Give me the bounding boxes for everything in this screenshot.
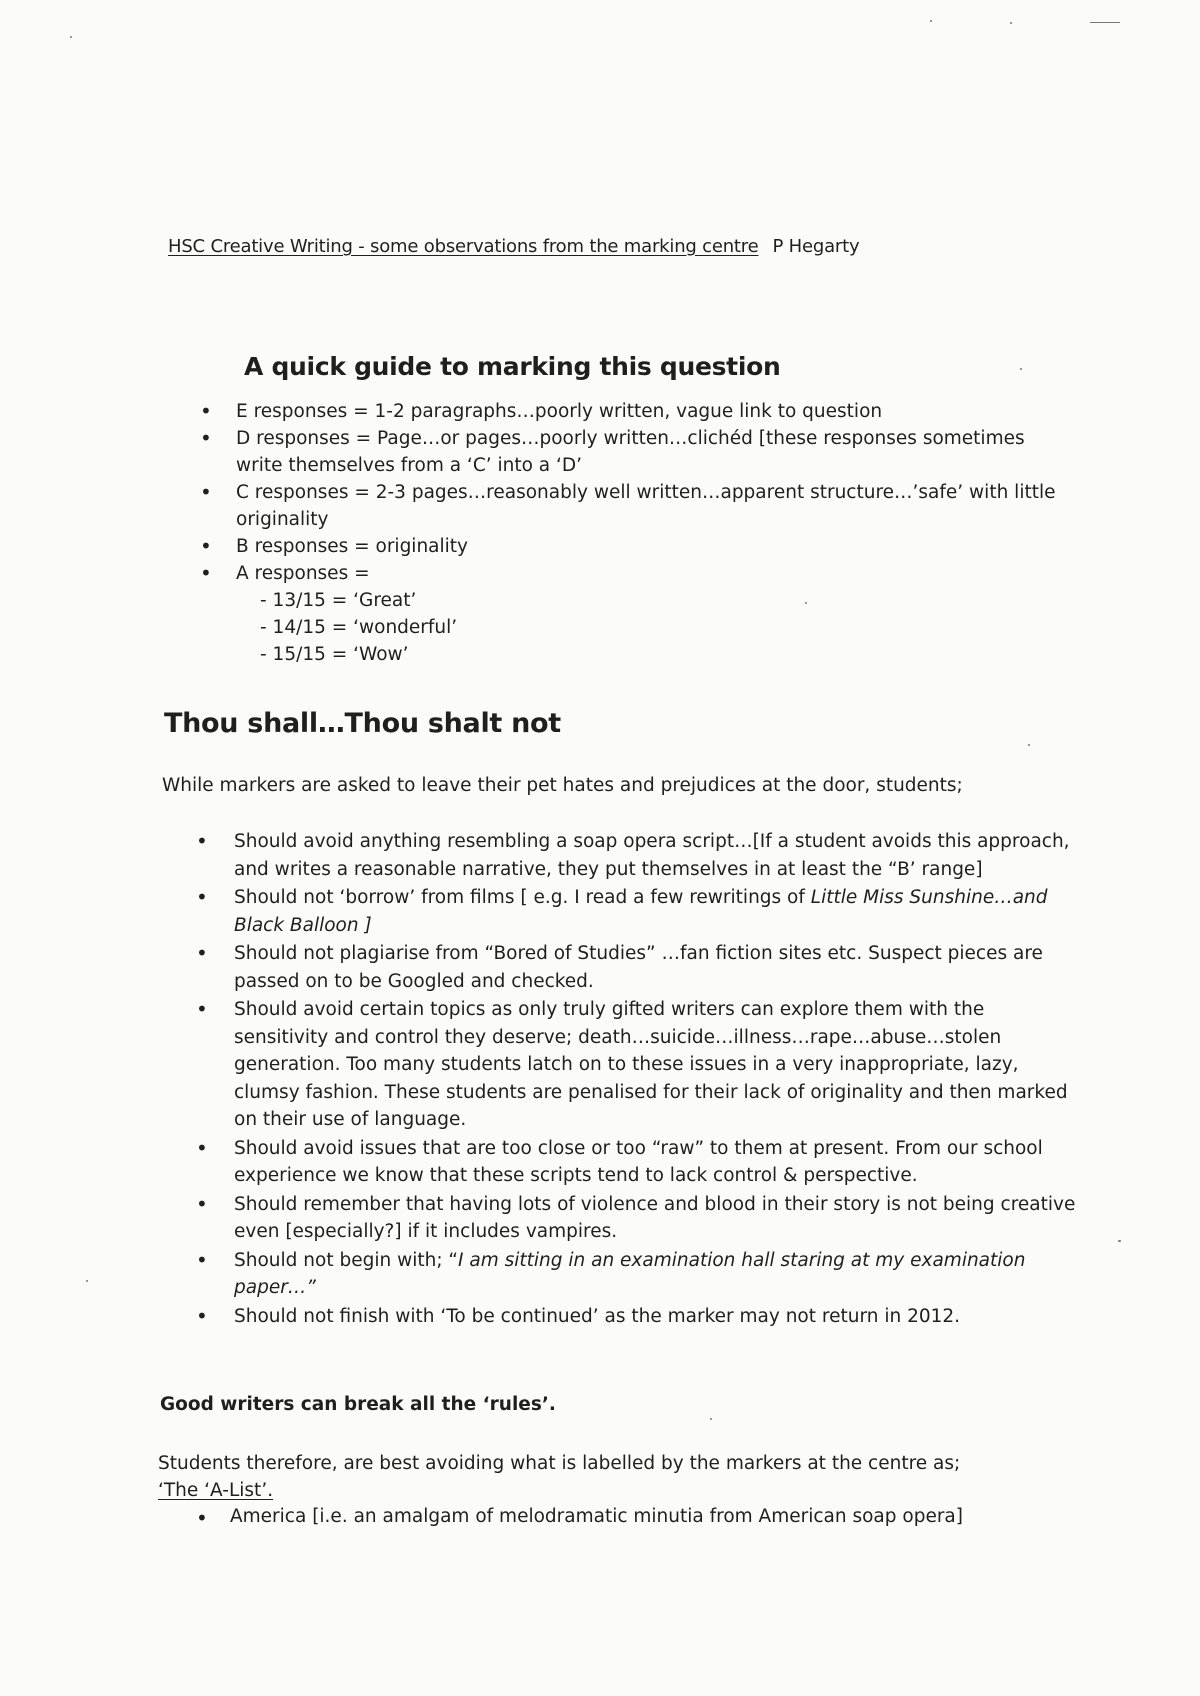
scan-speck <box>86 1280 88 1282</box>
marking-guide-heading: A quick guide to marking this question <box>244 352 781 381</box>
list-item <box>200 560 1070 668</box>
opening-quote: I am sitting in an examination hall staring at my examination paper…” <box>234 1249 1026 1298</box>
list-item: • E responses = 1-2 paragraphs…poorly written, vague link to question <box>200 398 1070 425</box>
scan-speck <box>70 36 72 38</box>
scan-speck <box>930 20 932 22</box>
film-titles: Little Miss Sunshine…and Black Balloon ] <box>234 887 1048 936</box>
scan-speck <box>1020 368 1022 370</box>
document-author: P Hegarty <box>772 236 860 257</box>
rules-intro: While markers are asked to leave their pet hates and prejudices at the door, students; <box>162 775 963 796</box>
list-item: • Should not finish with ‘To be continued’ as the marker may not return in 2012. <box>196 1303 1076 1331</box>
list-item: • D responses = Page…or pages…poorly written…clichéd [these responses sometimes write themselves from a ‘C’ into a ‘D’ <box>200 425 1070 479</box>
students-text: Students therefore, are best avoiding what is labelled by the markers at the centre as; <box>158 1453 961 1474</box>
a-list <box>196 1506 963 1527</box>
document-header <box>168 236 859 257</box>
marking-guide-list <box>200 398 1070 668</box>
scan-speck <box>1090 22 1120 23</box>
list-item: • Should remember that having lots of violence and blood in their story is not being creative even [especially?] if it includes vampires. <box>196 1191 1076 1246</box>
list-item-text: Should not ‘borrow’ from films [ e.g. I read a few rewritings of <box>234 887 811 908</box>
list-item: • America [i.e. an amalgam of melodramatic minutia from American soap opera] <box>196 1506 963 1527</box>
list-item: • Should not plagiarise from “Bored of Studies” …fan fiction sites etc. Suspect pieces are passed on to be Googled and checked. <box>196 940 1076 995</box>
scan-speck <box>1028 744 1030 746</box>
a-score-list <box>236 587 1070 668</box>
list-item: • Should avoid certain topics as only truly gifted writers can explore them with the sensitivity and control they deserve; death…suicide…illness…rape…abuse…stolen generation. Too many students latch on to these issues in a very inappropriate, lazy, clumsy fashion. These students are penalised for their lack of originality and then marked on their use of language. <box>196 996 1076 1134</box>
scan-speck <box>710 1418 712 1420</box>
document-title: HSC Creative Writing - some observations from the marking centre <box>168 236 759 257</box>
list-item-text: Should not begin with; “ <box>234 1249 459 1271</box>
list-item: • B responses = originality <box>200 533 1070 560</box>
a-score-item: - 15/15 = ‘Wow’ <box>260 644 409 665</box>
scan-speck <box>805 602 807 604</box>
rules-heading: Thou shall…Thou shalt not <box>164 708 561 739</box>
list-item: • Should avoid issues that are too close or too “raw” to them at present. From our school experience we know that these scripts tend to lack control & perspective. <box>196 1135 1076 1190</box>
list-item <box>196 884 1076 939</box>
scan-speck <box>1010 22 1012 24</box>
a-list-label: ‘The ‘A-List’. <box>158 1480 274 1501</box>
list-item: • Should avoid anything resembling a soap opera script…[If a student avoids this approach, and writes a reasonable narrative, they put themselves in at least the “B’ range] <box>196 828 1076 883</box>
list-item: • C responses = 2-3 pages…reasonably well written…apparent structure…’safe’ with little originality <box>200 479 1070 533</box>
a-score-item: - 14/15 = ‘wonderful’ <box>260 617 458 638</box>
rules-list <box>196 828 1076 1331</box>
list-item-label: A responses = <box>236 563 370 584</box>
scan-speck <box>1118 1240 1121 1242</box>
list-item <box>196 1247 1076 1302</box>
good-writers-note: Good writers can break all the ‘rules’. <box>160 1394 556 1415</box>
students-paragraph <box>158 1450 1058 1504</box>
a-score-item: - 13/15 = ‘Great’ <box>260 590 417 611</box>
